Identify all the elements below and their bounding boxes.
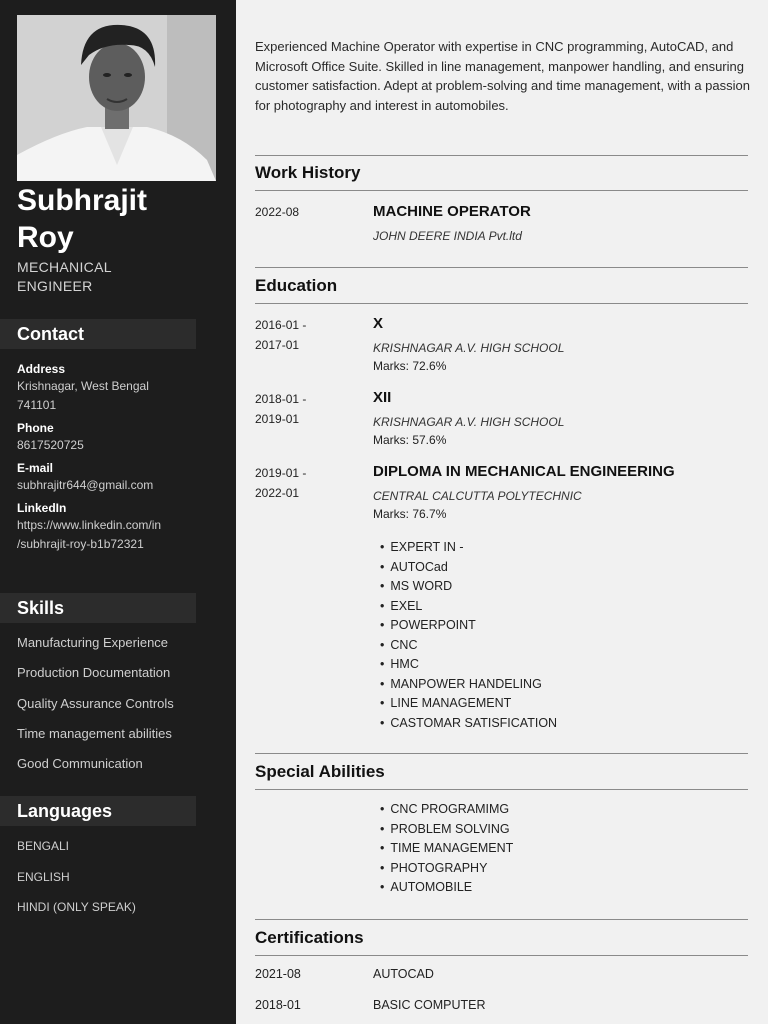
address-value	[17, 377, 227, 415]
list-item: • POWERPOINT	[380, 616, 760, 636]
education-school: KRISHNAGAR A.V. HIGH SCHOOL	[373, 341, 565, 355]
work-title: MACHINE OPERATOR	[373, 203, 531, 220]
education-marks: Marks: 57.6%	[373, 433, 447, 447]
work-date: 2022-08	[255, 205, 300, 219]
education-title: DIPLOMA IN MECHANICAL ENGINEERING	[373, 463, 675, 480]
contact-details	[17, 361, 227, 559]
education-school: CENTRAL CALCUTTA POLYTECHNIC	[373, 489, 582, 503]
list-item: • MANPOWER HANDELING	[380, 675, 760, 695]
list-item: • MS WORD	[380, 577, 760, 597]
candidate-name	[17, 182, 227, 256]
first-name: Subhrajit	[17, 184, 148, 217]
email-label: E-mail	[17, 461, 54, 475]
language-item: HINDI (ONLY SPEAK)	[17, 900, 136, 914]
address-line1: Krishnagar, West Bengal	[17, 379, 149, 393]
education-date-end: 2019-01	[255, 412, 300, 426]
job-title	[17, 258, 217, 296]
skill-item: Quality Assurance Controls	[17, 695, 174, 711]
education-title: X	[373, 315, 384, 332]
certification-name: BASIC COMPUTER	[373, 998, 486, 1012]
list-item: • CNC PROGRAMIMG	[380, 800, 760, 820]
skill-item: Good Communication	[17, 756, 143, 772]
abilities-list	[380, 800, 760, 898]
work-entry	[373, 202, 763, 245]
profile-photo	[17, 15, 216, 181]
education-date	[255, 389, 355, 429]
list-item: • EXEL	[380, 597, 760, 617]
education-title: XII	[373, 389, 392, 406]
phone-label: Phone	[17, 421, 54, 435]
certification-date: 2021-08	[255, 967, 301, 981]
list-item: • AUTOMOBILE	[380, 878, 760, 898]
main-content	[236, 0, 768, 1024]
certifications-heading: Certifications	[255, 928, 364, 947]
certification-name: AUTOCAD	[373, 967, 434, 981]
education-heading: Education	[255, 276, 338, 295]
contact-heading: Contact	[0, 319, 196, 349]
skills-heading: Skills	[0, 593, 196, 623]
certification-row	[255, 967, 755, 981]
divider	[255, 789, 748, 790]
sidebar	[0, 0, 236, 1024]
languages-list	[17, 838, 227, 930]
skills-list	[17, 635, 227, 786]
phone-value[interactable]: 8617520725	[17, 438, 84, 452]
list-item: • CASTOMAR SATISFICATION	[380, 714, 760, 734]
list-item: • HMC	[380, 655, 760, 675]
list-item: • LINE MANAGEMENT	[380, 694, 760, 714]
languages-heading: Languages	[0, 796, 196, 826]
divider	[255, 753, 748, 754]
education-school: KRISHNAGAR A.V. HIGH SCHOOL	[373, 415, 565, 429]
divider	[255, 955, 748, 956]
email-value[interactable]: subhrajitr644@gmail.com	[17, 478, 154, 492]
education-date-start: 2018-01 -	[255, 392, 307, 406]
divider	[255, 267, 748, 268]
linkedin-line1[interactable]: https://www.linkedin.com/in	[17, 518, 162, 532]
education-marks: Marks: 72.6%	[373, 359, 447, 373]
list-item: • EXPERT IN -	[380, 538, 760, 558]
job-title-line2: ENGINEER	[17, 278, 93, 294]
summary-text: Experienced Machine Operator with expertise in CNC programming, AutoCAD, and Microsoft Office Suite. Skilled in line management, manpower handling, and ensuring customer satisfaction. Adept at problem-solving and time management, with a passion for photography and interest in automobiles.	[255, 39, 750, 113]
education-entry	[373, 388, 763, 449]
certification-date: 2018-01	[255, 998, 301, 1012]
education-date	[255, 315, 355, 355]
linkedin-line2[interactable]: /subhrajit-roy-b1b72321	[17, 537, 144, 551]
education-date-start: 2016-01 -	[255, 318, 307, 332]
work-history-heading: Work History	[255, 163, 361, 182]
education-date-end: 2017-01	[255, 338, 300, 352]
skill-item: Production Documentation	[17, 665, 171, 681]
divider	[255, 190, 748, 191]
linkedin-label: LinkedIn	[17, 501, 67, 515]
work-company: JOHN DEERE INDIA Pvt.ltd	[373, 229, 522, 243]
job-title-line1: MECHANICAL	[17, 259, 112, 275]
skill-item: Manufacturing Experience	[17, 635, 169, 650]
language-item: BENGALI	[17, 839, 70, 853]
certification-row	[255, 998, 755, 1012]
education-date-end: 2022-01	[255, 486, 300, 500]
special-abilities-heading: Special Abilities	[255, 762, 385, 781]
list-item: • PROBLEM SOLVING	[380, 820, 760, 840]
linkedin-link[interactable]	[17, 516, 227, 554]
divider	[255, 919, 748, 920]
education-date-start: 2019-01 -	[255, 466, 307, 480]
divider	[255, 155, 748, 156]
education-date	[255, 463, 355, 503]
address-label: Address	[17, 362, 66, 376]
education-marks: Marks: 76.7%	[373, 507, 447, 521]
list-item: • CNC	[380, 636, 760, 656]
skill-item: Time management abilities	[17, 725, 172, 741]
language-item: ENGLISH	[17, 869, 70, 884]
expertise-list	[380, 538, 760, 733]
divider	[255, 303, 748, 304]
education-entry	[373, 314, 763, 375]
list-item: • AUTOCad	[380, 558, 760, 578]
list-item: • PHOTOGRAPHY	[380, 859, 760, 879]
last-name: Roy	[17, 221, 74, 254]
address-line2: 741101	[17, 398, 57, 412]
list-item: • TIME MANAGEMENT	[380, 839, 760, 859]
education-entry	[373, 462, 763, 523]
